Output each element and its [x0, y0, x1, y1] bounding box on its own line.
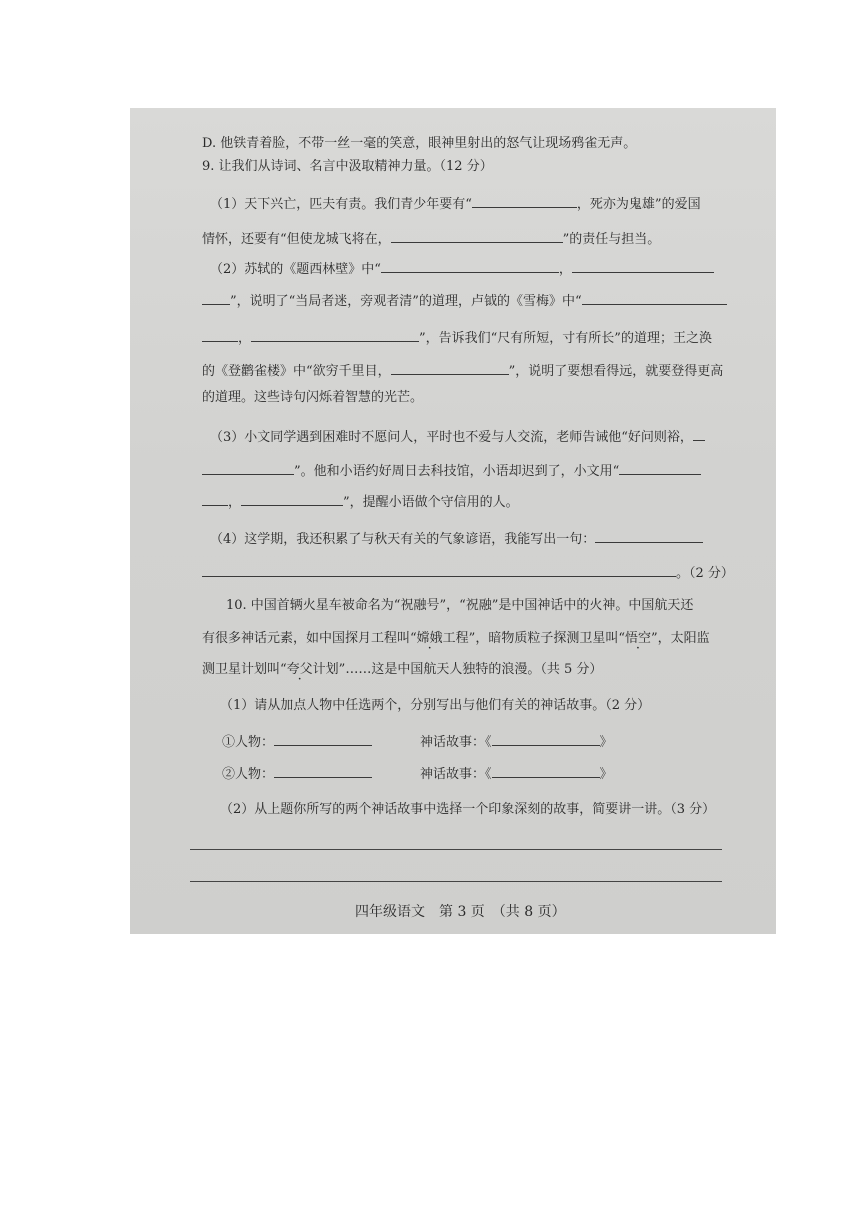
q9-part2-line5: 的道理。这些诗句闪烁着智慧的光芒。	[202, 390, 424, 405]
option-d: D. 他铁青着脸，不带一丝一毫的笑意，眼神里射出的怒气让现场鸦雀无声。	[202, 136, 637, 151]
story-label-1: 神话故事：《	[420, 735, 492, 750]
q10-text-a: 有很多神话元素，如中国探月工程叫“	[202, 631, 417, 646]
q9-p3-text-b: ”。他和小语约好周日去科技馆，小语却迟到了，小文用“	[294, 464, 620, 479]
q10-text-e: ”，太阳监	[650, 631, 710, 646]
dotted-character-wukong: 悟空	[624, 631, 651, 646]
answer-blank[interactable]	[202, 329, 238, 342]
answer-line-1[interactable]	[190, 849, 722, 850]
story-close-1: 》	[599, 735, 613, 750]
q9-part2-line1	[210, 260, 714, 278]
character-label-1: ①人物：	[222, 735, 275, 750]
q10-subquestion-1: （1）请从加点人物中任选两个，分别写出与他们有关的神话故事。（2 分）	[220, 698, 651, 713]
answer-blank[interactable]	[391, 230, 563, 243]
q9-part2-line3	[202, 329, 712, 347]
story-label-2: 神话故事：《	[420, 767, 492, 782]
answer-blank[interactable]	[693, 428, 705, 441]
answer-blank[interactable]	[202, 462, 294, 475]
exam-page-photo	[130, 108, 776, 934]
q9-part1-line2	[202, 230, 660, 248]
q9-p3-text-d: ”，提醒小语做个守信用的人。	[343, 495, 519, 510]
answer-blank[interactable]	[241, 493, 343, 506]
q9-p3-text-a: （3）小文同学遇到困难时不愿问人，平时也不爱与人交流，老师告诫他“好问则裕，	[210, 430, 693, 445]
character-answer-blank[interactable]	[274, 765, 372, 778]
q9-p4-text-b: 。（2 分）	[676, 566, 734, 581]
q9-p2-text-d: ，	[238, 331, 252, 346]
q9-p1-text-b: ，死亦为鬼雄”的爱国	[576, 197, 701, 212]
question-10-line3	[202, 662, 602, 678]
answer-blank[interactable]	[619, 462, 701, 475]
q9-p2-text-a: （2）苏轼的《题西林壁》中“	[210, 262, 381, 277]
q9-p4-text-a: （4）这学期，我还积累了与秋天有关的气象谚语，我能写出一句：	[210, 532, 596, 547]
answer-line-2[interactable]	[190, 881, 722, 882]
answer-blank[interactable]	[572, 260, 714, 273]
q10-text-c: 工程”，暗物质粒子探测卫星叫“	[442, 631, 625, 646]
answer-blank[interactable]	[251, 329, 419, 342]
q9-p1-text-c: 情怀，还要有“但使龙城飞将在，	[202, 232, 391, 247]
q9-p1-text-a: （1）天下兴亡，匹夫有责。我们青少年要有“	[210, 197, 472, 212]
q10-subquestion-2: （2）从上题你所写的两个神话故事中选择一个印象深刻的故事，简要讲一讲。（3 分）	[220, 802, 716, 817]
story-answer-blank[interactable]	[492, 733, 600, 746]
answer-blank[interactable]	[391, 362, 509, 375]
q9-p2-text-e: ”，告诉我们“尺有所短，寸有所长”的道理；王之涣	[419, 331, 712, 346]
answer-blank[interactable]	[472, 195, 577, 208]
character-row-2	[222, 765, 613, 783]
dotted-character-kuafu: 夸父	[286, 662, 313, 677]
q9-part2-line2	[202, 292, 727, 310]
answer-blank[interactable]	[595, 530, 703, 543]
page-footer: 四年级语文 第 3 页 （共 8 页）	[355, 904, 566, 920]
q9-part4-line1	[210, 530, 703, 548]
q9-p2-text-g: ”，说明了要想看得远，就要登得更高	[508, 364, 724, 379]
answer-blank[interactable]	[202, 493, 228, 506]
q10-text-a2: 测卫星计划叫“	[202, 662, 287, 677]
q10-text-c2: 计划”……这是中国航天人独特的浪漫。（共 5 分）	[312, 662, 603, 677]
q9-part4-line2	[202, 564, 734, 582]
q9-p3-text-c: ，	[228, 495, 242, 510]
story-close-2: 》	[599, 767, 613, 782]
question-10-line1: 10. 中国首辆火星车被命名为“祝融号”，“祝融”是中国神话中的火神。中国航天还	[226, 598, 694, 613]
answer-blank[interactable]	[381, 260, 559, 273]
question-9-title: 9. 让我们从诗词、名言中汲取精神力量。（12 分）	[202, 159, 493, 174]
q9-part1-line1	[210, 195, 701, 213]
q9-part3-line1	[210, 428, 705, 446]
q9-p1-text-d: ”的责任与担当。	[562, 232, 661, 247]
q9-p2-text-f: 的《登鹳雀楼》中“欲穷千里目，	[202, 364, 391, 379]
character-label-2: ②人物：	[222, 767, 275, 782]
dotted-character-change: 嫦娥	[416, 631, 443, 646]
q9-p2-text-c: ”，说明了“当局者迷，旁观者清”的道理，卢钺的《雪梅》中“	[230, 294, 582, 309]
q9-p2-text-b: ，	[558, 262, 572, 277]
answer-blank[interactable]	[582, 292, 727, 305]
character-answer-blank[interactable]	[274, 733, 372, 746]
character-row-1	[222, 733, 613, 751]
q9-part3-line3	[202, 493, 519, 511]
answer-blank[interactable]	[202, 292, 230, 305]
story-answer-blank[interactable]	[492, 765, 600, 778]
q9-part3-line2	[202, 462, 701, 480]
question-10-line2	[202, 631, 710, 647]
q9-part2-line4	[202, 362, 723, 380]
answer-blank[interactable]	[202, 564, 676, 577]
